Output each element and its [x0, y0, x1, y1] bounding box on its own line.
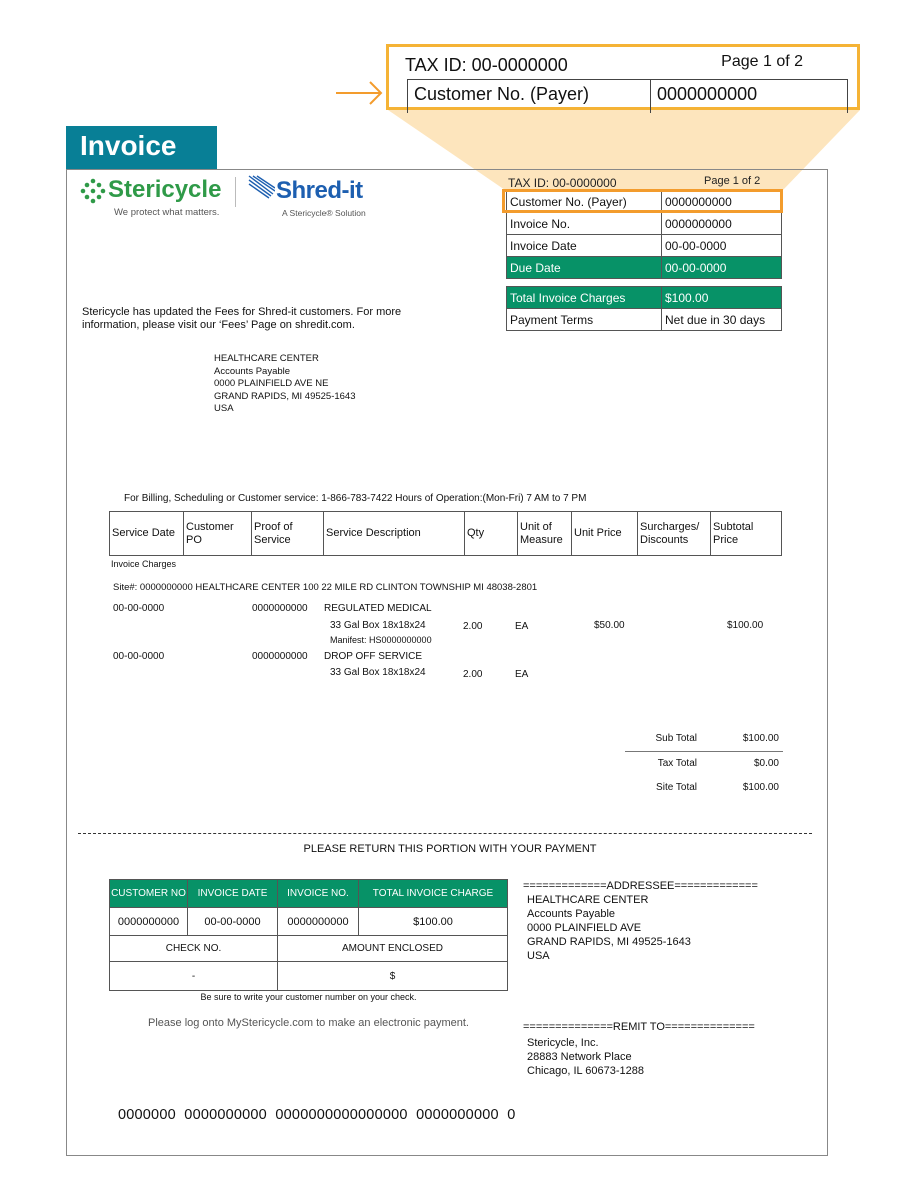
- info-value: $100.00: [662, 287, 782, 309]
- item-subtotal: $100.00: [727, 620, 764, 631]
- invoice-info-table: [506, 190, 782, 279]
- info-row-invoice-no: [507, 213, 782, 235]
- info-label: Due Date: [507, 257, 662, 279]
- info-label: Invoice No.: [507, 213, 662, 235]
- sub-total-value: $100.00: [742, 733, 779, 744]
- item-date: 00-00-0000: [113, 603, 165, 614]
- address-line: Accounts Payable: [214, 365, 291, 377]
- item-description: REGULATED MEDICAL: [324, 603, 432, 614]
- item-qty: 2.00: [463, 621, 483, 632]
- check-no-label: CHECK NO.: [110, 936, 278, 962]
- item-unit-price: $50.00: [594, 620, 625, 631]
- address-line: USA: [527, 950, 550, 962]
- remit-total-charge: $100.00: [359, 908, 508, 936]
- callout-zoom-box: [386, 44, 860, 110]
- remittance-entry-row: [110, 962, 508, 991]
- col-unit-of-measure: Unit of Measure: [518, 512, 572, 556]
- address-line: 0000 PLAINFIELD AVE: [527, 922, 642, 934]
- address-line: Chicago, IL 60673-1288: [527, 1065, 645, 1077]
- item-proof: 0000000000: [252, 651, 308, 662]
- micr-scan-line: 0000000 0000000000 0000000000000000 0000000000 0: [118, 1107, 516, 1123]
- info-value: 0000000000: [662, 213, 782, 235]
- totals-divider: [625, 751, 783, 752]
- address-line: GRAND RAPIDS, MI 49525-1643: [527, 936, 691, 948]
- item-qty: 2.00: [463, 669, 483, 680]
- shredit-tagline: A Stericycle® Solution: [282, 208, 366, 218]
- info-value: Net due in 30 days: [662, 309, 782, 331]
- remit-to-heading: ==============REMIT TO==============: [523, 1021, 755, 1033]
- item-manifest: Manifest: HS0000000000: [330, 635, 432, 645]
- remit-col-invoice-date: INVOICE DATE: [188, 880, 278, 908]
- remittance-labels-row: [110, 936, 508, 962]
- amount-enclosed-label: AMOUNT ENCLOSED: [278, 936, 508, 962]
- address-line: 28883 Network Place: [527, 1051, 632, 1063]
- address-line: Accounts Payable: [527, 908, 616, 920]
- stericycle-tagline: We protect what matters.: [114, 207, 220, 218]
- addressee-block: [523, 879, 758, 963]
- info-value: 00-00-0000: [662, 235, 782, 257]
- callout-customer-label: Customer No. (Payer): [408, 80, 651, 113]
- remit-invoice-no: 0000000000: [278, 908, 359, 936]
- amount-enclosed-field[interactable]: $: [278, 962, 508, 991]
- item-sub-description: 33 Gal Box 18x18x24: [330, 667, 426, 678]
- callout-customer-row: [407, 79, 848, 113]
- tear-off-line: [78, 833, 812, 834]
- info-label: Invoice Date: [507, 235, 662, 257]
- billing-contact-line: For Billing, Scheduling or Customer service: 1-866-783-7422 Hours of Operation:(Mon-Fri) 7 AM to 7 PM: [124, 493, 587, 504]
- col-surcharges: Surcharges/ Discounts: [638, 512, 711, 556]
- callout-page-number: Page 1 of 2: [721, 53, 803, 70]
- col-service-date: Service Date: [110, 512, 184, 556]
- col-service-description: Service Description: [324, 512, 465, 556]
- return-portion-title: PLEASE RETURN THIS PORTION WITH YOUR PAYMENT: [303, 843, 597, 855]
- col-qty: Qty: [465, 512, 518, 556]
- item-date: 00-00-0000: [113, 651, 165, 662]
- address-line: Stericycle, Inc.: [527, 1037, 599, 1049]
- address-line: GRAND RAPIDS, MI 49525-1643: [214, 390, 356, 402]
- item-description: DROP OFF SERVICE: [324, 651, 422, 662]
- remit-invoice-date: 00-00-0000: [188, 908, 278, 936]
- col-proof-of-service: Proof of Service: [252, 512, 324, 556]
- remit-col-customer-no: CUSTOMER NO: [110, 880, 188, 908]
- col-unit-price: Unit Price: [572, 512, 638, 556]
- site-line: Site#: 0000000000 HEALTHCARE CENTER 100 22 MILE RD CLINTON TOWNSHIP MI 48038-2801: [113, 582, 538, 593]
- fees-notice: Stericycle has updated the Fees for Shred-it customers. For more information, please visit our ‘Fees’ Page on shredit.com.: [82, 306, 402, 331]
- info-row-total-charges: [507, 287, 782, 309]
- item-uom: EA: [515, 669, 529, 680]
- info-value: 0000000000: [662, 191, 782, 213]
- shredit-lines-icon: [247, 174, 275, 202]
- address-line: HEALTHCARE CENTER: [214, 353, 319, 364]
- service-table-header: [109, 511, 782, 556]
- item-uom: EA: [515, 621, 529, 632]
- info-label: Total Invoice Charges: [507, 287, 662, 309]
- item-proof: 0000000000: [252, 603, 308, 614]
- info-row-customer-no: [507, 191, 782, 213]
- info-label: Payment Terms: [507, 309, 662, 331]
- remittance-header-row: [110, 880, 508, 908]
- info-row-due-date: [507, 257, 782, 279]
- invoice-charges-label: Invoice Charges: [111, 559, 177, 569]
- info-value: 00-00-0000: [662, 257, 782, 279]
- col-subtotal-price: Subtotal Price: [711, 512, 782, 556]
- item-sub-description: 33 Gal Box 18x18x24: [330, 620, 426, 631]
- check-no-field[interactable]: -: [110, 962, 278, 991]
- stericycle-wordmark: Stericycle: [108, 176, 222, 203]
- remittance-values-row: [110, 908, 508, 936]
- info-row-payment-terms: [507, 309, 782, 331]
- tax-total-value: $0.00: [753, 758, 779, 769]
- tax-id: TAX ID: 00-0000000: [508, 176, 617, 190]
- check-reminder: Be sure to write your customer number on your check.: [200, 992, 417, 1002]
- addressee-heading: =============ADDRESSEE=============: [523, 880, 758, 892]
- col-customer-po: Customer PO: [184, 512, 252, 556]
- remit-customer-no: 0000000000: [110, 908, 188, 936]
- invoice-totals-table: [506, 286, 782, 331]
- info-row-invoice-date: [507, 235, 782, 257]
- address-line: HEALTHCARE CENTER: [527, 894, 649, 906]
- remit-to-block: [523, 1020, 755, 1078]
- remit-col-invoice-no: INVOICE NO.: [278, 880, 359, 908]
- stericycle-dots-icon: [80, 178, 106, 204]
- callout-customer-value: 0000000000: [657, 84, 758, 104]
- tax-total-label: Tax Total: [657, 758, 697, 769]
- site-total-label: Site Total: [656, 782, 697, 793]
- address-line: USA: [214, 403, 234, 414]
- online-payment-note: Please log onto MyStericycle.com to make an electronic payment.: [148, 1017, 469, 1029]
- logo-divider: [235, 177, 236, 207]
- info-label: Customer No. (Payer): [507, 191, 662, 213]
- callout-tax-id: TAX ID: 00-0000000: [405, 55, 568, 75]
- bill-to-address: [214, 353, 356, 416]
- site-total-value: $100.00: [742, 782, 779, 793]
- page-number: Page 1 of 2: [704, 175, 761, 187]
- remittance-table: [109, 879, 508, 991]
- remit-col-total-charge: TOTAL INVOICE CHARGE: [359, 880, 508, 908]
- sub-total-label: Sub Total: [655, 733, 697, 744]
- invoice-banner: Invoice: [66, 126, 217, 169]
- address-line: 0000 PLAINFIELD AVE NE: [214, 378, 329, 389]
- shredit-wordmark: Shred-it: [276, 177, 363, 204]
